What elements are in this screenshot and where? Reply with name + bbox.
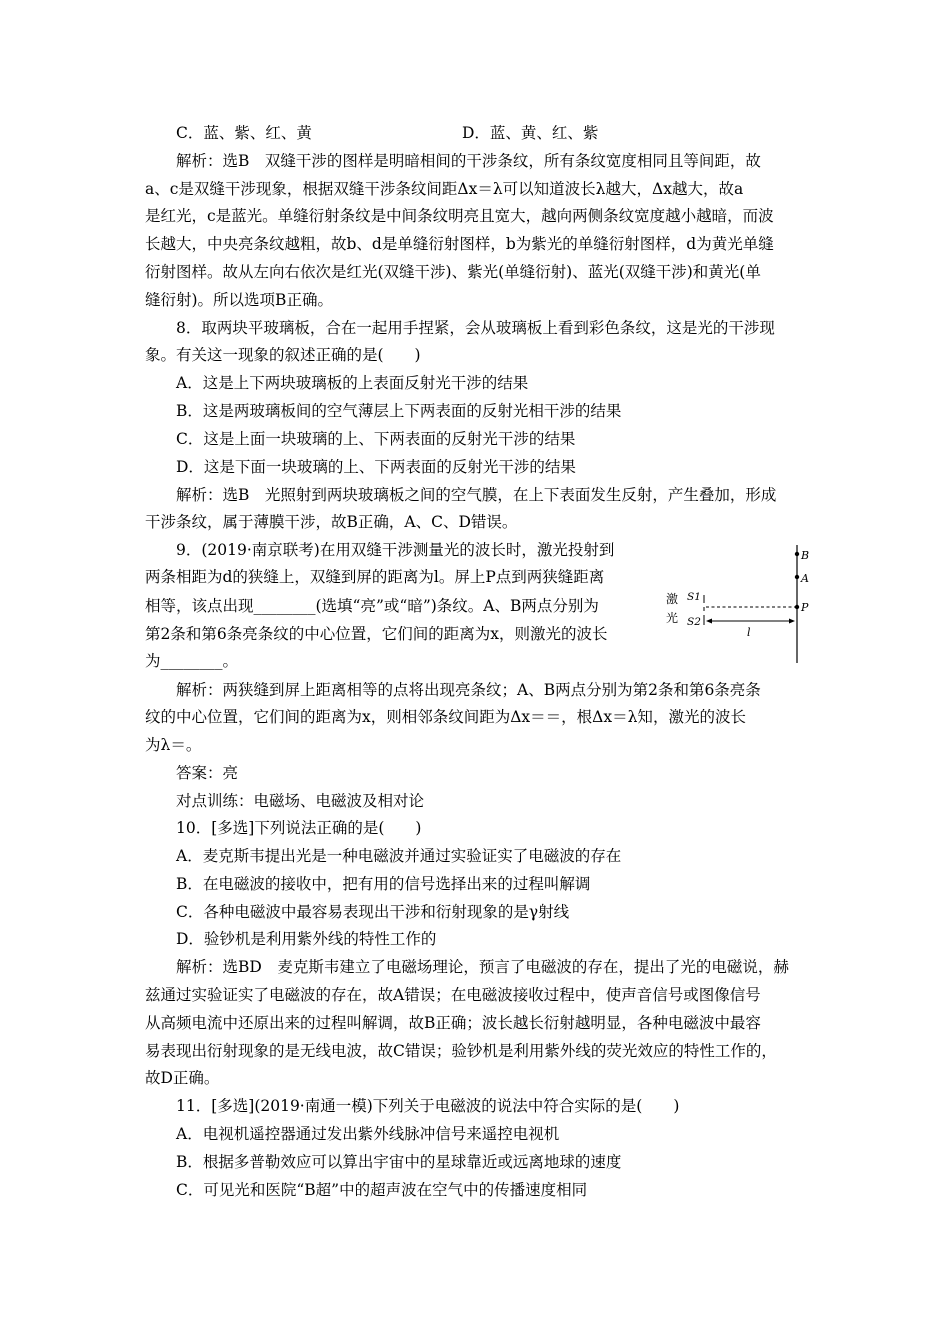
label-l: l bbox=[747, 626, 751, 639]
q8-option-d: D．这是下面一块玻璃的上、下两表面的反射光干涉的结果 bbox=[176, 458, 576, 476]
q9-stem-line: 为________。 bbox=[145, 652, 239, 670]
q11-option-a: A．电视机遥控器通过发出紫外线脉冲信号来遥控电视机 bbox=[176, 1125, 560, 1143]
double-slit-diagram bbox=[660, 545, 820, 667]
q8-analysis-line: 干涉条纹，属于薄膜干涉，故B正确，A、C、D错误。 bbox=[145, 513, 518, 531]
q11-option-b: B．根据多普勒效应可以算出宇宙中的星球靠近或远离地球的速度 bbox=[176, 1153, 622, 1171]
arrow-head-right bbox=[789, 619, 795, 624]
q10-analysis-line: 解析：选BD 麦克斯韦建立了电磁场理论，预言了电磁波的存在，提出了光的电磁说，赫 bbox=[176, 958, 789, 976]
q10-stem: 10．[多选]下列说法正确的是( ) bbox=[176, 819, 422, 837]
q8-stem-line: 8．取两块平玻璃板，合在一起用手捏紧，会从玻璃板上看到彩色条纹，这是光的干涉现 bbox=[176, 319, 775, 337]
label-a: A bbox=[801, 572, 809, 585]
q9-analysis-line: 为λ＝。 bbox=[145, 736, 202, 754]
q7-analysis-line: 缝衍射)。所以选项B正确。 bbox=[145, 291, 333, 309]
q8-option-c: C．这是上面一块玻璃的上、下两表面的反射光干涉的结果 bbox=[176, 430, 576, 448]
label-s2: S2 bbox=[687, 616, 701, 628]
point-a bbox=[795, 575, 799, 579]
q8-option-b: B．这是两玻璃板间的空气薄层上下两表面的反射光相干涉的结果 bbox=[176, 402, 622, 420]
arrow-head-left bbox=[706, 619, 712, 624]
q11-stem: 11．[多选](2019·南通一模)下列关于电磁波的说法中符合实际的是( ) bbox=[176, 1097, 680, 1115]
q9-analysis-line: 纹的中心位置，它们间的距离为x，则相邻条纹间距为Δx＝＝，根Δx＝λ知，激光的波长 bbox=[145, 708, 746, 726]
q9-answer: 答案：亮 bbox=[176, 764, 239, 782]
q7-analysis-line: 是红光，c是蓝光。单缝衍射条纹是中间条纹明亮且宽大，越向两侧条纹宽度越小越暗，而波 bbox=[145, 207, 774, 225]
q7-analysis-line: 解析：选B 双缝干涉的图样是明暗相间的干涉条纹，所有条纹宽度相同且等间距，故 bbox=[176, 152, 761, 170]
q10-analysis-line: 从高频电流中还原出来的过程叫解调，故B正确；波长越长衍射越明显，各种电磁波中最容 bbox=[145, 1014, 761, 1032]
q10-option-c: C．各种电磁波中最容易表现出干涉和衍射现象的是γ射线 bbox=[176, 903, 570, 921]
q9-stem-line: 9．(2019·南京联考)在用双缝干涉测量光的波长时，激光投射到 bbox=[176, 541, 615, 559]
point-p bbox=[795, 605, 799, 609]
q7-option-c: C．蓝、紫、红、黄 bbox=[176, 124, 312, 142]
q9-stem-line: 相等，该点出现________(选填“亮”或“暗”)条纹。A、B两点分别为 bbox=[145, 597, 599, 615]
q10-analysis-line: 易表现出衍射现象的是无线电波，故C错误；验钞机是利用紫外线的荧光效应的特性工作的， bbox=[145, 1042, 777, 1060]
q8-stem-line: 象。有关这一现象的叙述正确的是( ) bbox=[145, 346, 421, 364]
q7-option-d: D．蓝、黄、红、紫 bbox=[462, 124, 599, 142]
q10-analysis-line: 兹通过实验证实了电磁波的存在，故A错误；在电磁波接收过程中，使声音信号或图像信号 bbox=[145, 986, 761, 1004]
q7-analysis-line: 长越大，中央亮条纹越粗，故b、d是单缝衍射图样，b为紫光的单缝衍射图样，d为黄光单缝 bbox=[145, 235, 774, 253]
label-laser-2: 光 bbox=[666, 611, 679, 625]
label-laser-1: 激 bbox=[666, 592, 679, 606]
point-b bbox=[795, 552, 799, 556]
q8-analysis-line: 解析：选B 光照射到两块玻璃板之间的空气膜，在上下表面发生反射，产生叠加，形成 bbox=[176, 486, 777, 504]
label-s1: S1 bbox=[687, 591, 701, 603]
q10-option-b: B．在电磁波的接收中，把有用的信号选择出来的过程叫解调 bbox=[176, 875, 591, 893]
section-title: 对点训练：电磁场、电磁波及相对论 bbox=[176, 792, 425, 810]
q9-stem-line: 第2条和第6条亮条纹的中心位置，它们间的距离为x，则激光的波长 bbox=[145, 625, 608, 643]
q7-analysis-line: 衍射图样。故从左向右依次是红光(双缝干涉)、紫光(单缝衍射)、蓝光(双缝干涉)和黄光(单 bbox=[145, 263, 761, 281]
q10-option-d: D．验钞机是利用紫外线的特性工作的 bbox=[176, 930, 437, 948]
q7-analysis-line: a、c是双缝干涉现象，根据双缝干涉条纹间距Δx＝λ可以知道波长λ越大，Δx越大，故a bbox=[145, 180, 744, 198]
label-p: P bbox=[801, 601, 809, 614]
q10-analysis-line: 故D正确。 bbox=[145, 1069, 220, 1087]
q8-option-a: A．这是上下两块玻璃板的上表面反射光干涉的结果 bbox=[176, 374, 529, 392]
q9-stem-line: 两条相距为d的狭缝上，双缝到屏的距离为l。屏上P点到两狭缝距离 bbox=[145, 568, 605, 586]
q9-analysis-line: 解析：两狭缝到屏上距离相等的点将出现亮条纹；A、B两点分别为第2条和第6条亮条 bbox=[176, 681, 761, 699]
label-b: B bbox=[801, 549, 810, 562]
q10-option-a: A．麦克斯韦提出光是一种电磁波并通过实验证实了电磁波的存在 bbox=[176, 847, 622, 865]
q11-option-c: C．可见光和医院“B超”中的超声波在空气中的传播速度相同 bbox=[176, 1181, 588, 1199]
